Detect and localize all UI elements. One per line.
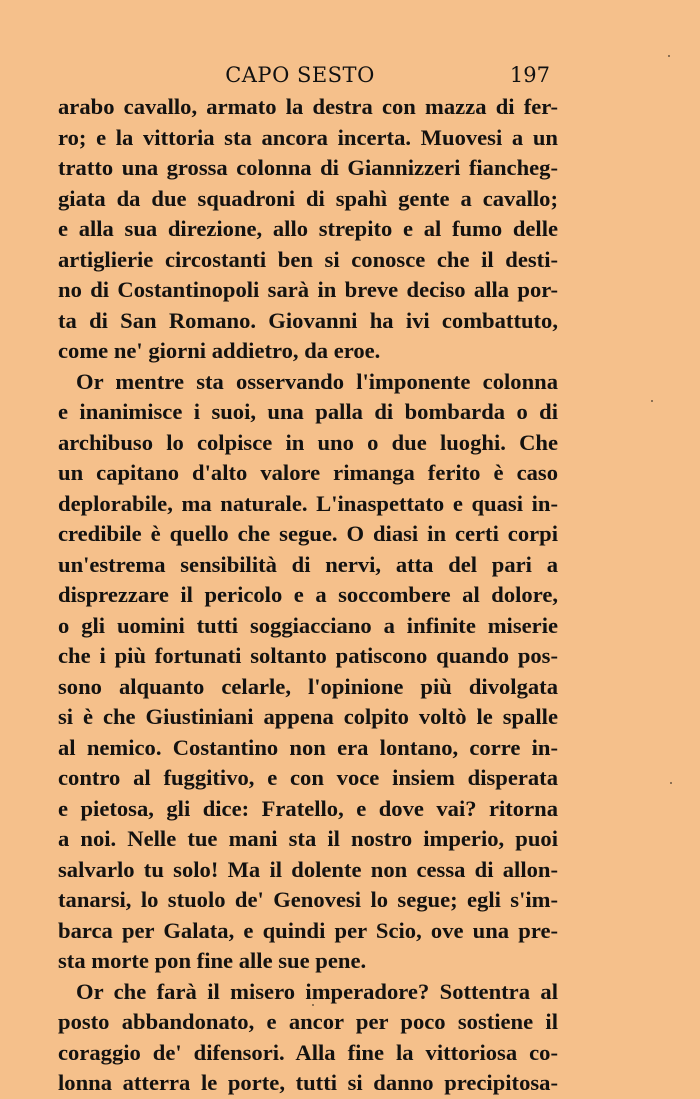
text-line: un capitano d'alto valore rimanga ferito è caso bbox=[58, 460, 558, 485]
text-line: un'estrema sensibilità di nervi, atta del pari a bbox=[58, 551, 558, 577]
text-line: a noi. Nelle tue mani sta il nostro imperio, puoi bbox=[58, 826, 558, 851]
text-line: ro; e la vittoria sta ancora incerta. Muovesi a un bbox=[58, 124, 558, 150]
paper-speck bbox=[651, 400, 653, 402]
paper-speck bbox=[670, 782, 672, 784]
text-line: arabo cavallo, armato la destra con mazza di fer- bbox=[58, 94, 558, 119]
running-head: CAPO SESTO bbox=[225, 63, 375, 87]
text-line: deplorabile, ma naturale. L'inaspettato e quasi in- bbox=[58, 490, 558, 516]
text-line: come ne' giorni addietro, da eroe. bbox=[58, 338, 381, 363]
text-line: sono alquanto celarle, l'opinione più divolgata bbox=[58, 673, 558, 699]
text-line: tanarsi, lo stuolo de' Genovesi lo segue; egli s'im- bbox=[58, 887, 558, 912]
text-line: al nemico. Costantino non era lontano, corre in- bbox=[58, 734, 558, 760]
text-line: ta di San Romano. Giovanni ha ivi combattuto, bbox=[58, 307, 558, 333]
text-line: coraggio de' difensori. Alla fine la vittoriosa co- bbox=[58, 1039, 558, 1065]
text-line: artiglierie circostanti ben si conosce che il desti- bbox=[58, 246, 558, 272]
text-line: e alla sua direzione, allo strepito e al fumo delle bbox=[58, 216, 558, 241]
text-line: si è che Giustiniani appena colpito voltò le spalle bbox=[58, 704, 558, 729]
page-number: 197 bbox=[509, 63, 550, 87]
text-line: salvarlo tu solo! Ma il dolente non cessa di allon- bbox=[58, 856, 558, 882]
text-line: archibuso lo colpisce in uno o due luoghi. Che bbox=[58, 429, 558, 455]
text-line: credibile è quello che segue. O diasi in certi corpi bbox=[58, 521, 558, 546]
text-line: giata da due squadroni di spahì gente a cavallo; bbox=[58, 185, 558, 211]
text-line: no di Costantinopoli sarà in breve deciso alla por- bbox=[58, 277, 558, 302]
text-line: e pietosa, gli dice: Fratello, e dove vai? ritorna bbox=[58, 795, 558, 821]
text-line: contro al fuggitivo, e con voce insiem disperata bbox=[58, 765, 558, 790]
body-text bbox=[58, 92, 558, 1099]
text-line: disprezzare il pericolo e a soccombere al dolore, bbox=[58, 582, 558, 607]
paper-speck bbox=[668, 55, 670, 57]
paper-speck bbox=[312, 1004, 314, 1006]
text-line: sta morte pon fine alle sue pene. bbox=[58, 948, 367, 973]
text-line: e inanimisce i suoi, una palla di bombarda o di bbox=[58, 399, 558, 424]
text-line: o gli uomini tutti soggiacciano a infinite miserie bbox=[58, 612, 558, 638]
text-line: tratto una grossa colonna di Giannizzeri fiancheg- bbox=[58, 155, 558, 180]
text-line: che i più fortunati soltanto patiscono quando pos- bbox=[58, 643, 558, 668]
paragraph-start-line: Or mentre sta osservando l'imponente colonna bbox=[76, 368, 558, 394]
text-line: barca per Galata, e quindi per Scio, ove una pre- bbox=[58, 917, 558, 943]
text-line: lonna atterra le porte, tutti si danno precipitosa- bbox=[58, 1070, 558, 1095]
page-header bbox=[58, 63, 550, 93]
text-line: posto abbandonato, e ancor per poco sostiene il bbox=[58, 1009, 558, 1034]
paragraph-start-line: Or che farà il misero imperadore? Sottentra al bbox=[76, 978, 558, 1004]
